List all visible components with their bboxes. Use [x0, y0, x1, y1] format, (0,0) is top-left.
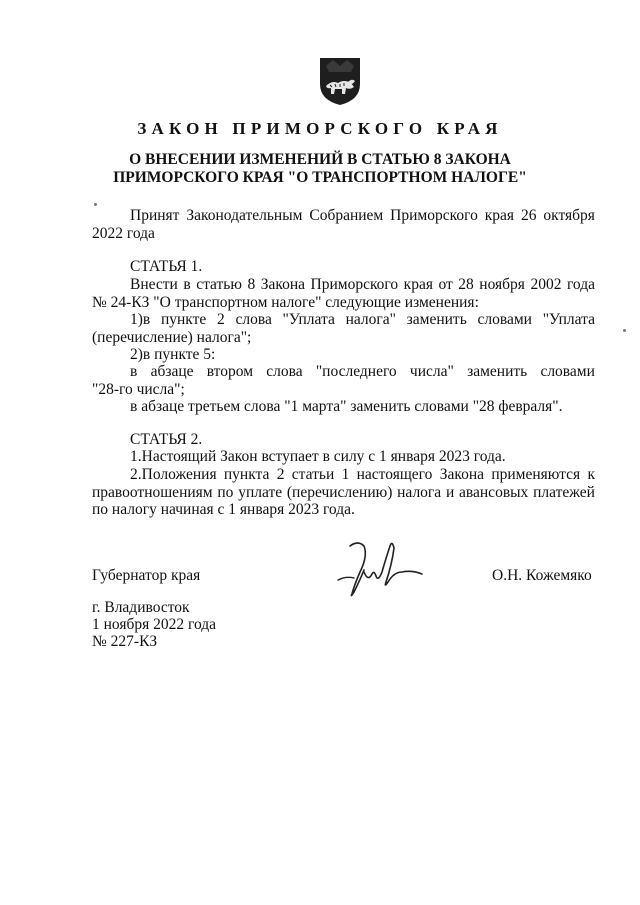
article-1-item-1-line-2: (перечисление) налога";: [92, 329, 252, 346]
footer-city: г. Владивосток: [92, 599, 190, 616]
article-2-paragraph-2-line-2: [92, 484, 595, 502]
word: правоотношениям: [92, 484, 213, 501]
law-subtitle-line-2: ПРИМОРСКОГО КРАЯ "О ТРАНСПОРТНОМ НАЛОГЕ": [113, 169, 527, 186]
article-1-item-2-sub-1-line-2: "28-го числа";: [92, 381, 185, 398]
word: края: [403, 276, 433, 293]
article-1-item-2-sub-2: в абзаце третьем слова "1 марта" заменить словами "28 февраля".: [130, 398, 563, 415]
word: заменить: [406, 311, 467, 328]
scan-speck: [94, 203, 97, 206]
law-title: ЗАКОН ПРИМОРСКОГО КРАЯ: [137, 119, 503, 138]
word: 1: [341, 466, 350, 483]
word: и: [445, 484, 455, 501]
coat-of-arms-emblem: [318, 56, 362, 106]
signatory-position: Губернатор края: [92, 567, 201, 584]
word: словами: [477, 311, 532, 328]
article-1-item-2-sub-1-line-1: [130, 363, 595, 381]
word: абзаце: [150, 363, 194, 380]
word: слова: [235, 311, 272, 328]
word: Приморского: [390, 207, 478, 224]
word: края: [484, 207, 515, 224]
word: словами: [540, 363, 595, 380]
word: Приморского: [310, 276, 399, 293]
word: "последнего: [315, 363, 397, 380]
word: года: [566, 276, 595, 293]
word: "Уплата: [282, 311, 335, 328]
word: пункте: [160, 311, 207, 328]
article-1-item-2: 2)в пункте 5:: [130, 346, 216, 363]
word: налога": [345, 311, 396, 328]
word: пункта: [223, 466, 270, 483]
scan-speck: [623, 329, 626, 332]
word: втором: [206, 363, 254, 380]
footer-date: 1 ноября 2022 года: [92, 616, 217, 633]
word: в: [130, 363, 138, 380]
word: числа": [409, 363, 454, 380]
word: по: [217, 484, 234, 501]
word: настоящего: [356, 466, 433, 483]
article-2-heading: СТАТЬЯ 2.: [130, 431, 203, 448]
word: налога: [397, 484, 442, 501]
word: к: [587, 466, 595, 483]
word: платежей: [533, 484, 595, 501]
word: 1)в: [130, 311, 151, 328]
word: авансовых: [459, 484, 529, 501]
word: Закона: [439, 466, 485, 483]
article-2-paragraph-2-line-1: [130, 466, 595, 484]
word: Принят: [130, 207, 180, 224]
word: 2: [217, 311, 225, 328]
article-1-heading: СТАТЬЯ 1.: [130, 258, 203, 275]
word: статьи: [291, 466, 335, 483]
article-2-paragraph-1: 1.Настоящий Закон вступает в силу с 1 января 2023 года.: [130, 448, 506, 465]
word: октября: [543, 207, 595, 224]
article-1-intro-line-1: [130, 276, 595, 294]
word: 2.Положения: [130, 466, 217, 483]
word: 26: [520, 207, 537, 224]
word: (перечислению): [286, 484, 393, 501]
word: Собранием: [309, 207, 384, 224]
article-2-paragraph-2-line-3: по налогу начиная с 1 января 2023 года.: [92, 501, 355, 518]
signatory-name: О.Н. Кожемяко: [492, 567, 592, 584]
word: Закона: [260, 276, 306, 293]
word: Законодательным: [186, 207, 303, 224]
word: 2002: [530, 276, 562, 293]
footer-law-number: № 227-КЗ: [92, 633, 158, 650]
article-1-item-1-line-1: [130, 311, 595, 329]
word: от: [438, 276, 453, 293]
word: 28: [458, 276, 474, 293]
word: применяются: [491, 466, 581, 483]
word: ноября: [479, 276, 525, 293]
word: 8: [247, 276, 256, 293]
preamble-line-2: 2022 года: [92, 225, 155, 242]
word: заменить: [467, 363, 528, 380]
handwritten-signature: [328, 536, 424, 602]
preamble-line-1: [130, 207, 595, 225]
word: в: [183, 276, 191, 293]
word: 2: [276, 466, 285, 483]
word: уплате: [238, 484, 283, 501]
law-subtitle-line-1: О ВНЕСЕНИИ ИЗМЕНЕНИЙ В СТАТЬЮ 8 ЗАКОНА: [129, 151, 511, 168]
article-1-intro-line-2: № 24-КЗ "О транспортном налоге" следующие изменения:: [92, 294, 479, 311]
word: "Уплата: [542, 311, 595, 328]
word: слова: [266, 363, 303, 380]
word: статью: [196, 276, 242, 293]
word: Внести: [130, 276, 178, 293]
